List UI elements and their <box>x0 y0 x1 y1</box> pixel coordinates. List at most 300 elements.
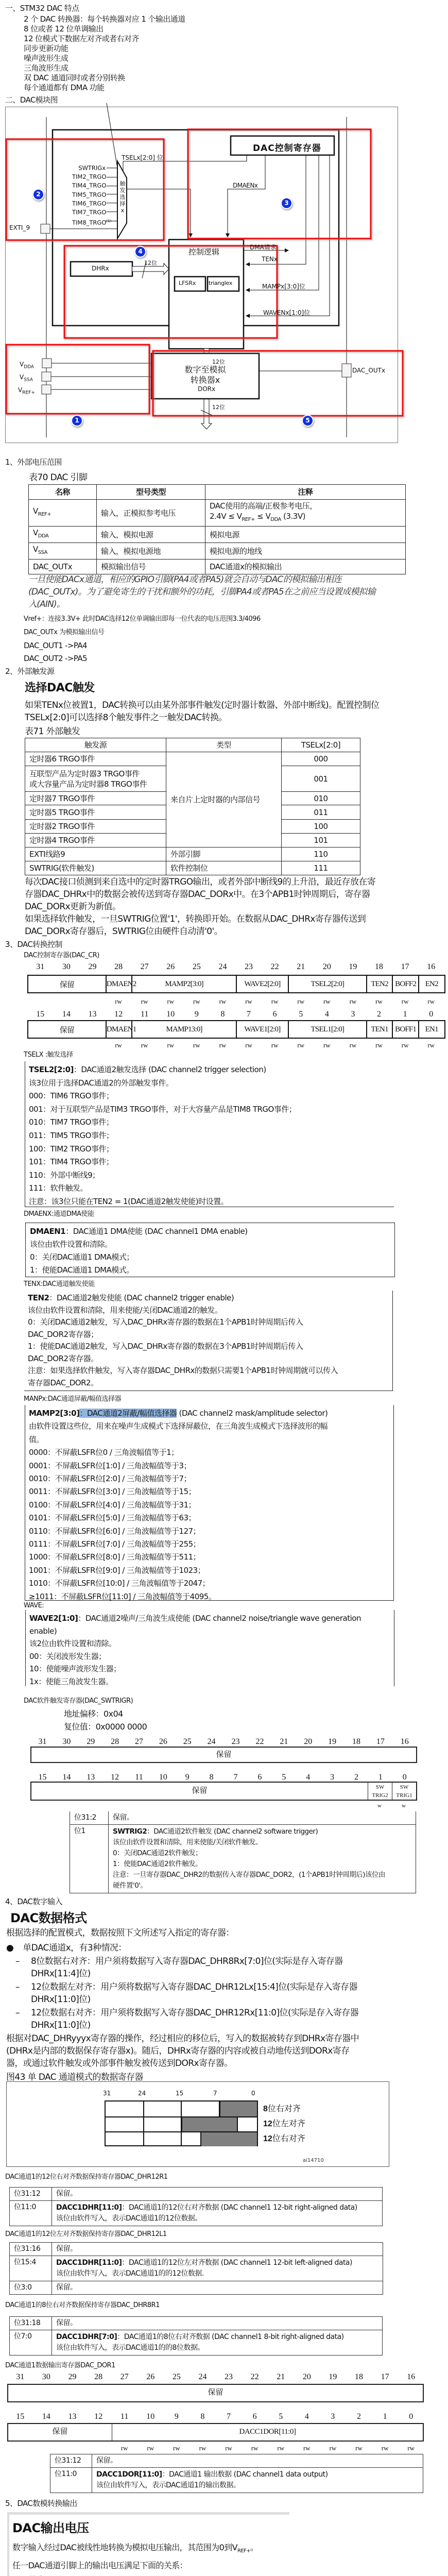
bit-number: 23 <box>231 1737 240 1746</box>
section-control-title: 3、DAC转换控制 <box>5 940 62 949</box>
bit-number: 20 <box>302 2372 311 2381</box>
register-field: MAMP2[3:0] <box>132 975 236 993</box>
access-label: rw <box>349 997 357 1005</box>
bit-number: 4 <box>324 1010 329 1019</box>
feature-item: 12 位模式下数据左对齐或者右对齐 <box>24 34 139 43</box>
access-label: rw <box>401 997 409 1005</box>
dash-icon: – <box>15 2008 20 2018</box>
bit-number: 3 <box>330 1773 335 1782</box>
table-row: 定时器7 TRGO事件 010 <box>25 792 360 805</box>
table-row: $V_{SSA}$ 输入，模拟电源地 模拟电源的地线 <box>29 543 406 560</box>
cr-register-low <box>27 1020 445 1039</box>
dor1-label: DAC通道1数据输出寄存器DAC_DOR1 <box>5 2362 115 2369</box>
bit-number: 5 <box>299 1010 303 1019</box>
table-row: DAC_OUTx 模拟输出信号 DAC通道x的模拟输出 <box>29 560 406 574</box>
note-line: DAC_OUT1 ->PA4 <box>24 641 87 650</box>
bit-number: 27 <box>135 1737 143 1746</box>
tsel-description-box: TSEL2[2:0]：DAC通道2触发选择 (DAC channel2 trigger selection) 该3位用于选择DAC通道2的外部触发事件。 000：TIM6 TRGO事件； 001：对于互联型产品是TIM3 TRGO事件，对于大容量产品是TIM8 TRGO事件； 010：TIM7 TRGO事件； 011：TIM5 TRGO事件； 100：TIM2 TRGO事件； 101：TIM4 TRGO事件； 110：外部中断线9； 111：软件触发。 注意：该3位只能在TEN2 = 1(DAC通道2触发使能)时设置。 <box>25 1061 394 1207</box>
table-row: 位31:2 保留。 <box>70 1811 416 1825</box>
bit-number: 15 <box>38 1773 47 1782</box>
mamp-description-box: MAMP2[3:0]：DAC通道2屏蔽/幅值选择器 (DAC channel2 mask/amplitude selector) 由软件设置这些位，用来在噪声生成模式下选择屏蔽位，在三角波生成模式下选择波形的幅 值。 0000：不屏蔽LSFR位0 / 三角波幅值等于1； 0001：不屏蔽LSFR位[1:0] / 三角波幅值等于3； 0010：不屏蔽LSFR位[2:0] / 三角波幅值等于7； 0011：不屏蔽LSFR位[3:0] / 三角波幅值等于15； 0100：不屏蔽LSFR位[4:0] / 三角波幅值等于31； 0101：不屏蔽LSFR位[5:0] / 三角波幅值等于63； 0110：不屏蔽LSFR位[6:0] / 三角波幅值等于127； 0111：不屏蔽LSFR位[7:0] / 三角波幅值等于255； 1000：不屏蔽LSFR位[8:0] / 三角波幅值等于511； 1001：不屏蔽LSFR位[9:0] / 三角波幅值等于1023； 1010：不屏蔽LSFR位[10:0] / 三角波幅值等于2047； ≥1011：不屏蔽LSFR位[11:0] / 三角波幅值等于4095。 <box>25 1405 394 1601</box>
table-row: 位15:4 DACC1DHR[11:0]：DAC通道1的12位左对齐数据 (DAC channel1 12-bit left-aligned data) 该位由软件写入，表示DAC通道1的的12位数据. <box>10 2256 383 2281</box>
fig-tick: 15 <box>176 2090 184 2097</box>
bit-number: 9 <box>185 1773 189 1782</box>
bit-number: 19 <box>329 2372 337 2381</box>
feature-item: 2 个 DAC 转换器：每个转换器对应 1 个输出通道 <box>24 14 185 24</box>
access-label: rw <box>193 1041 200 1049</box>
table-row: 位7:0 DACC1DHR[7:0]：DAC通道1的8位右对齐数据 (DAC channel1 8-bit right-aligned data) 该位由软件写入，表示DAC通道1的的8位数据。 <box>10 2330 383 2355</box>
dac-pins-table: 名称 型号类型 注释 $V_{REF+}$ 输入，正模拟参考电压 DAC使用的高端/正极参考电压， $2.4V \le V_{REF+} \le V_{DDA}$ (3.3V) $V_{DDA}$ 输入，模拟电源 模拟电源 $V_{SSA}$ 输入，模拟电源地 模拟电源的地线 DAC_OUTx 模拟输出信号 DAC通道x的模拟输出 <box>28 484 406 574</box>
figure43-caption: 图43 单 DAC 通道模式的数据寄存器 <box>6 2072 143 2082</box>
vdda-label: $V_{DDA}$ <box>20 361 35 370</box>
note-line: DAC_OUTx 为模拟输出信号 <box>24 629 105 636</box>
dorx-label: DORx <box>198 385 216 393</box>
swtrigr-bit-table <box>70 1811 416 1893</box>
dor-bits-high <box>7 2372 424 2382</box>
badge-2-icon: 2 <box>33 190 43 199</box>
register-field: DMAEN1 <box>106 1021 132 1038</box>
register-field: MAMP13:0] <box>132 1021 236 1038</box>
trigger-para: 如果TENx位被置1，DAC转换可以由某外部事件触发(定时器计数器、外部中断线)。配置控制位 TSELx[2:0]可以选择8个触发事件之一触发DAC转换。 <box>25 700 380 723</box>
data-format-para: 根据选择的配置模式，数据按照下文所述写入指定的寄存器： <box>6 1928 234 1938</box>
bit-number: 13 <box>88 1010 97 1019</box>
access-label <box>59 2444 85 2452</box>
bit-number: 25 <box>192 962 201 971</box>
access-label <box>85 2444 112 2452</box>
bit-number: 11 <box>135 1773 143 1782</box>
fig-tick: 7 <box>213 2090 217 2097</box>
dor-register-low <box>7 2423 424 2442</box>
swtrig2-field: SW TRIG2 <box>368 1783 392 1800</box>
bits12-label: 12位 <box>212 404 225 411</box>
section-voltage-title: 1、外部电压范围 <box>5 457 62 467</box>
access-label <box>79 997 106 1006</box>
table-row: 位11:0 DACC1DOR[11:0]：DAC通道1 输出数据 (DAC channel1 data output) 该位由软件写入，表示DAC通道1的输出数据。 <box>50 2468 423 2493</box>
access-label: rw <box>407 2444 415 2452</box>
bit-number: 13 <box>87 1773 95 1782</box>
fig-data-bits <box>200 2132 257 2146</box>
tsel-section-label: TSELX :触发选择 <box>24 1051 73 1059</box>
bit-number: 6 <box>272 1010 277 1019</box>
bit-number: 27 <box>140 962 149 971</box>
feature-item: 8 位或者 12 位单调输出 <box>24 24 104 33</box>
section-trigger-title: 2、外部触发源 <box>5 667 55 676</box>
cr-bit-numbers-low <box>27 1010 444 1019</box>
access-label: rw <box>297 1041 305 1049</box>
wave-description-box: WAVE2[1:0]：DAC通道2噪声/三角波生成使能 (DAC channel2 noise/triangle wave generation enable) 该2位由软件设置和清除。 00：关闭波形发生器； 10：使能噪声波形发生器； 1x：使能三角波发生器。 <box>25 1610 394 1686</box>
bit-number: 21 <box>297 962 305 971</box>
table-row: 定时器5 TRGO事件 011 <box>25 805 360 820</box>
bit-number: 17 <box>381 2372 389 2381</box>
note-line: DAC_OUT2 ->PA5 <box>24 654 87 663</box>
dash-item: – 8位数据右对齐：用户须将数据写入寄存器DAC_DHR8Rx[7:0]位(实际是存入寄存器 DHRx[11:4]位) <box>15 1956 343 1979</box>
access-label: rw <box>271 1041 279 1049</box>
trigger-input: TIM4_TRGO <box>72 182 107 190</box>
trigger-para3: 如果选择软件触发，一旦SWTRIG位置'1'，转换即开始。在数据从DAC_DHRx寄存器传送到 DAC_DORx寄存器后，SWTRIG位由硬件自动清'0'。 <box>25 914 366 937</box>
bullet-item: ● 单DAC通道x，有3种情况： <box>6 1943 127 1953</box>
bit-number: 14 <box>42 2412 50 2421</box>
access-label: rw <box>219 997 227 1005</box>
bit-number: 31 <box>38 1737 47 1746</box>
bit-number: 17 <box>376 1737 385 1746</box>
bit-number: 0 <box>429 1010 434 1019</box>
register-field: WAVE2[2:0] <box>236 975 288 993</box>
mamp-section-label: MANPx:DAC通道屏蔽/幅值选择器 <box>24 1395 122 1403</box>
bit-number: 13 <box>68 2412 77 2421</box>
dhr12l1-label: DAC通道1的12位左对齐数据保持寄存器DAC_DHR12L1 <box>5 2230 167 2238</box>
table-row: 定时器6 TRGO事件 来自片上定时器的内部信号 000 <box>25 752 360 766</box>
dac-block-diagram <box>0 103 448 446</box>
table70-caption: 表70 DAC 引脚 <box>29 472 88 483</box>
access-label: rw <box>219 1041 227 1049</box>
badge-3-icon: 3 <box>282 198 291 208</box>
access-label: rw <box>427 997 435 1005</box>
bit-number: 17 <box>401 962 409 971</box>
bit-number: 26 <box>146 2372 155 2381</box>
dhrx-label: DHRx <box>92 265 109 272</box>
bit-number: 5 <box>279 2412 283 2421</box>
dash-icon: – <box>15 1956 20 1967</box>
bit-number: 30 <box>42 2372 50 2381</box>
fig-row <box>106 2102 257 2116</box>
access-label: rw <box>323 997 331 1005</box>
tenx-label: TENx <box>262 256 278 263</box>
note-line: Vref+：连接3.3V+ 此时DAC选择12位单调输出即每一位代表的电压范围3.3/4096 <box>24 615 261 623</box>
output-voltage-box <box>7 2512 289 2576</box>
dhr12r1-label: DAC通道1的12位右对齐数据保持寄存器DAC_DHR12R1 <box>5 2173 168 2181</box>
figure-id: ai14710 <box>303 2158 324 2163</box>
bit-number: 11 <box>120 2412 129 2421</box>
access-label: rw <box>381 2444 389 2452</box>
table-row: 位31:12 保留。 <box>50 2454 423 2468</box>
bit-number: 7 <box>233 1773 238 1782</box>
ten-description-box: TEN2：DAC通道2触发使能 (DAC channel2 trigger enable) 该位由软件设置和清除，用来使能/关闭DAC通道2的触发。 0：关闭DAC通道2触发，写入DAC_DHRx寄存器的数据在1个APB1时钟周期后传入 DAC_DOR2寄存器； 1：使能DAC通道2触发，写入DAC_DHRx寄存器的数据在3个APB1时钟周期后传入 DAC_DOR2寄存器。 注意：如果选择软件触发，写入寄存器DAC_DHRx的数据只需要1个APB1时钟周期就可以传入 寄存器DAC_DOR2。 <box>24 1291 393 1391</box>
register-field: WAVE1[2:0] <box>236 1021 288 1038</box>
swtrigr-reset: 复位值：0x0000 0000 <box>64 1722 147 1732</box>
table-row: 定时器4 TRGO事件 101 <box>25 834 360 848</box>
section-output-title: 5、DAC数模转换输出 <box>5 2499 77 2508</box>
bit-number: 7 <box>227 2412 231 2421</box>
bit-number: 22 <box>255 1737 264 1746</box>
swtrigr-reserved-low: 保留 <box>192 1787 208 1795</box>
swtrigr-reserved-high: 保留 <box>30 1747 417 1763</box>
dma-section-label: DMAENX:通道DMA使能 <box>24 1210 94 1218</box>
trigger-para2: 每次DAC接口侦测到来自选中的定时器TRGO输出，或者外部中断线9的上升沿，最近存放在寄 存器DAC_DHRx中的数据会被传送到寄存器DAC_DORx中。在3个APB1时钟周期后，寄存器 DAC_DORx更新为新值。 <box>25 877 376 912</box>
access-label: rw <box>141 1041 148 1049</box>
fig-tick: 24 <box>138 2090 146 2097</box>
table-row: 位31:16 保留。 <box>10 2243 383 2256</box>
access-label: rw <box>147 2444 154 2452</box>
bit-number: 20 <box>322 962 331 971</box>
bit-number: 29 <box>87 1737 95 1746</box>
trigger-heading: 选择DAC触发 <box>25 682 95 694</box>
bit-number: 26 <box>159 1737 167 1746</box>
fig-tick: 0 <box>251 2090 255 2097</box>
dhr12l1-table <box>9 2242 383 2295</box>
dac-out-label: DAC_OUTx <box>352 367 386 374</box>
vref-pin <box>42 385 51 394</box>
bit-number: 11 <box>140 1010 149 1019</box>
swtrig1-field: SW TRIG1 <box>392 1783 416 1800</box>
feature-item: 同步更新功能 <box>24 44 68 53</box>
swtrigr-register-low <box>30 1782 417 1801</box>
cr-access-low <box>27 1041 444 1049</box>
bit-number: 21 <box>277 2372 285 2381</box>
bullet-icon: ● <box>6 1943 14 1953</box>
bit-number: 24 <box>198 2372 207 2381</box>
swtrigr-bits-low <box>30 1773 417 1782</box>
bit-number: 1 <box>403 1010 407 1019</box>
vref-label: $V_{REF+}$ <box>18 386 35 396</box>
data-format-heading: DAC数据格式 <box>10 1911 87 1925</box>
bit-number: 6 <box>257 1773 262 1782</box>
pin-note-italic: 一旦使能DACx通道，相应的GPIO引脚(PA4或者PA5)就会自动与DAC的模拟输出相连 (DAC_OUTx)。为了避免寄生的干扰和额外的功耗，引脚PA4或者PA5在之前应当设置成模拟输 入(AIN)。 <box>28 574 375 609</box>
bit-number: 2 <box>377 1010 382 1019</box>
table-row: SWTRIG(软件触发) 软件控制位 111 <box>25 861 360 875</box>
bit-number: 28 <box>114 962 123 971</box>
bit-number: 18 <box>375 962 384 971</box>
feature-item: 双 DAC 通道同时或者分别转换 <box>24 73 125 82</box>
access-label: rw <box>323 1041 331 1049</box>
bit-number: 18 <box>355 2372 364 2381</box>
swtrigr-label: DAC软件触发寄存器(DAC_SWTRIGR) <box>24 1697 133 1705</box>
bit-number: 26 <box>166 962 175 971</box>
access-label: rw <box>355 2444 363 2452</box>
register-field: TSEL2[2:0] <box>288 975 367 993</box>
bit-number: 28 <box>94 2372 103 2381</box>
bit-number: 31 <box>36 962 45 971</box>
register-field: EN2 <box>419 975 445 993</box>
fig-row-label: 12位右对齐 <box>263 2134 305 2143</box>
dhr8r1-label: DAC通道1的8位右对齐数据保持寄存器DAC_DHR8R1 <box>5 2301 160 2309</box>
fig-data-bits <box>181 2117 238 2131</box>
output-voltage-text: 数字输入经过DAC被线性地转换为模拟电压输出，其范围为0到$V_{REF+}$。 任一DAC通道引脚上的输出电压满足下面的关系： <box>12 2543 259 2571</box>
bit-number: 12 <box>94 2412 103 2421</box>
mux-label: 触发选择x <box>119 180 126 214</box>
bit-number: 5 <box>282 1773 286 1782</box>
bit-number: 29 <box>88 962 97 971</box>
bit-number: 0 <box>409 2412 413 2421</box>
table-row: 位3:0 保留。 <box>10 2281 383 2295</box>
bit-number: 30 <box>62 962 71 971</box>
trigger-input: SWTRIGx <box>78 164 106 172</box>
feature-item: 三角波形生成 <box>24 63 68 73</box>
feature-item: 噪声波形生成 <box>24 54 68 63</box>
bit-number: 12 <box>111 1773 119 1782</box>
block-diagram-title: 二、DAC模块图 <box>5 95 58 105</box>
section-input-title: 4、DAC数字输入 <box>5 1897 62 1906</box>
bit-number: 6 <box>252 2412 257 2421</box>
access-label <box>79 1041 106 1049</box>
bit-number: 2 <box>357 2412 361 2421</box>
access-label: rw <box>167 997 175 1005</box>
bit-number: 8 <box>209 1773 214 1782</box>
table-row: $V_{DDA}$ 输入，模拟电源 模拟电源 <box>29 527 406 543</box>
bit-number: 31 <box>16 2372 25 2381</box>
access-label <box>54 997 80 1006</box>
access-label: rw <box>199 2444 206 2452</box>
bit-number: 1 <box>383 2412 387 2421</box>
dor-bits-low <box>7 2412 424 2421</box>
bit-number: 0 <box>402 1773 407 1782</box>
register-field: EN1 <box>419 1021 445 1038</box>
table-row: 互联型产品为定时器3 TRGO事件 或大容量产品为定时器8 TRGO事件 001 <box>25 766 360 792</box>
bit-number: 10 <box>159 1773 167 1782</box>
feature-item: 每个通道都有 DMA 功能 <box>24 83 105 92</box>
access-label: rw <box>277 2444 285 2452</box>
bit-number: 22 <box>270 962 279 971</box>
vdda-pin <box>42 359 51 368</box>
bit-number: 14 <box>62 1773 71 1782</box>
bit-number: 21 <box>280 1737 288 1746</box>
table71-caption: 表71 外部触发 <box>25 726 80 737</box>
bits12-label: 12位 <box>212 359 225 365</box>
access-label: rw <box>245 997 252 1005</box>
bit-number: 2 <box>354 1773 359 1782</box>
bit-number: 25 <box>183 1737 192 1746</box>
dma-request-label: DMA请求 <box>250 244 277 251</box>
swtrigr-offset: 地址偏移：0x04 <box>64 1709 123 1719</box>
bit-number: 16 <box>427 962 436 971</box>
cr-access-high <box>27 997 444 1006</box>
table-row: 位1 SWTRIG2：DAC通道2软件触发 (DAC channel2 software trigger) 该位由软件设置和清除，用来使能/关闭软件触发。 0：关闭DAC通道2软件触发； 1：使能DAC通道2软件触发。 注意：一旦寄存器DAC_DHR2的数据传入寄存器DAC_DOR2，(1个APB1时钟周期后)该位由 硬件置'0'。 <box>70 1825 416 1893</box>
dor-data-field: DACC1DOR[11:0] <box>239 2428 296 2436</box>
bits12-label: 12位 <box>144 260 157 266</box>
table-row: 位11:0 DACC1DHR[11:0]：DAC通道1的12位右对齐数据 (DAC channel1 12-bit right-aligned data) 该位由软件写入，表示DAC通道1的12位数据。 <box>10 2201 383 2226</box>
fig-row <box>106 2116 257 2131</box>
bit-number: 3 <box>331 2412 335 2421</box>
register-field: BOFF2 <box>392 975 419 993</box>
table-row: 位31:18 保留。 <box>10 2317 383 2330</box>
table-row: $V_{REF+}$ 输入，正模拟参考电压 DAC使用的高端/正极参考电压， $2.4V \le V_{REF+} \le V_{DDA}$ (3.3V) <box>29 500 406 527</box>
access-label: rw <box>120 2444 128 2452</box>
bit-number: 24 <box>207 1737 216 1746</box>
access-label: rw <box>271 997 279 1005</box>
dor-reserved-low: 保留 <box>8 2424 112 2441</box>
trigger-input: TIM6_TRGO <box>72 199 107 207</box>
trigger-input: TIM5_TRGO <box>72 191 107 198</box>
bit-number: 4 <box>304 2412 309 2421</box>
access-label: rw <box>245 1041 252 1049</box>
dash-item: – 12位数据右对齐：用户须将数据写入寄存器DAC_DHR12Rx[11:0]位(实际是存入寄存器 DHRx[11:0]位) <box>15 2008 359 2030</box>
bit-number: 24 <box>218 962 227 971</box>
bit-number: 30 <box>62 1737 71 1746</box>
bit-number: 28 <box>111 1737 119 1746</box>
cr-bit-numbers-high <box>27 962 444 972</box>
swtrig2-access: w <box>377 1803 382 1809</box>
bit-number: 4 <box>306 1773 311 1782</box>
bit-number: 1 <box>378 1773 383 1782</box>
bit-number: 18 <box>352 1737 361 1746</box>
bit-number: 15 <box>36 1010 45 1019</box>
ten-section-label: TENX:DAC通道触发使能 <box>24 1280 95 1288</box>
access-label: rw <box>251 2444 259 2452</box>
dor-access <box>7 2444 424 2452</box>
lfsrx-label: LFSRx <box>179 280 196 286</box>
access-label: rw <box>375 1041 383 1049</box>
dhr12r1-table <box>9 2187 383 2226</box>
swtrig1-access: w <box>402 1803 406 1809</box>
badge-4-icon: 4 <box>135 247 145 257</box>
bit-number: 25 <box>172 2372 181 2381</box>
ctrl-register-label: DAC控制寄存器 <box>253 143 321 154</box>
wavenx-label: WAVENx[1:0]位 <box>263 309 311 316</box>
dmaen-description-box: DMAEN1：DAC通道1 DMA使能 (DAC channel1 DMA enable) 该位由软件设置和清除。 0：关闭DAC通道1 DMA模式； 1：使能DAC通道1 DMA模式。 <box>25 1223 395 1277</box>
access-label <box>54 1041 80 1049</box>
access-label <box>27 1041 54 1049</box>
dmaen-label: DMAENx <box>233 182 258 189</box>
fig-row-label: 12位左对齐 <box>263 2120 305 2128</box>
trianglex-label: trianglex <box>209 280 233 286</box>
trigger-input: TIM8_TRGO$^{(1)}$ <box>72 219 112 227</box>
figure43 <box>6 2081 389 2167</box>
fig-row <box>106 2131 257 2146</box>
register-field: DMAEN2 <box>106 975 132 993</box>
bit-number: 16 <box>400 1737 409 1746</box>
bit-number: 22 <box>250 2372 259 2381</box>
bit-number: 10 <box>166 1010 175 1019</box>
bit-number: 23 <box>245 962 253 971</box>
fig-data-bits <box>219 2102 257 2116</box>
badge-5-icon: 5 <box>303 416 313 426</box>
register-field: TEN1 <box>367 1021 393 1038</box>
trigger-input: TIM2_TRGO <box>72 173 107 181</box>
exti9-label: EXTI_9 <box>9 224 30 231</box>
bit-number: 15 <box>16 2412 25 2421</box>
mampx-label: MAMPx[3:0]位 <box>262 283 305 290</box>
access-label: rw <box>427 1041 435 1049</box>
data-format-para2: 根据对DAC_DHRyyyx寄存器的操作，经过相应的移位后，写入的数据被转存到DHRx寄存器中 (DHRx是内部的数据保存寄存器x)。随后，DHRx寄存器的内容或被自动地传送到DORx寄存 器，或通过软件触发或外部事件触发被传送到DORx寄存器。 <box>6 2033 359 2069</box>
register-field: 保留 <box>28 1021 106 1038</box>
dash-icon: – <box>15 1982 20 1992</box>
dac-out-pin <box>342 364 351 377</box>
swtrigr-bits-high <box>30 1737 417 1747</box>
bit-number: 7 <box>247 1010 251 1019</box>
access-label: rw <box>225 2444 232 2452</box>
register-field: TSEL1[2:0] <box>288 1021 367 1038</box>
dor-reserved-high: 保留 <box>7 2384 424 2402</box>
table-row: 位31:12 保留。 <box>10 2188 383 2201</box>
bit-number: 9 <box>174 2412 179 2421</box>
external-trigger-table: 触发源 类型 TSELx[2:0] 定时器6 TRGO事件 来自片上定时器的内部信号 000 互联型产品为定时器3 TRGO事件 或大容量产品为定时器8 TRGO事件 001 定时器7 TRGO事件 010 定时器5 TRGO事件 011 定时器2 TRGO事件 100 定时器4 TRGO事件 101 EXTI线路9 外部引脚 110 SWTRIG(软件触发) 软件控制位 111 <box>25 738 360 875</box>
cr-label: DAC控制寄存器(DAC_CR) <box>24 952 99 959</box>
fig-row-label: 8位右对齐 <box>263 2105 301 2113</box>
access-label: rw <box>115 997 122 1005</box>
features-title: 一、STM32 DAC 特点 <box>5 4 79 13</box>
access-label: rw <box>303 2444 311 2452</box>
bit-number: 27 <box>120 2372 129 2381</box>
bit-number: 29 <box>68 2372 77 2381</box>
wave-section-label: WAVE: <box>24 1602 44 1609</box>
register-field: TEN2 <box>367 975 393 993</box>
access-label: rw <box>115 1041 122 1049</box>
output-voltage-heading: DAC输出电压 <box>12 2521 89 2535</box>
bit-number: 3 <box>351 1010 355 1019</box>
access-label: rw <box>329 2444 337 2452</box>
access-label: rw <box>193 997 200 1005</box>
access-label: rw <box>375 997 383 1005</box>
bit-number: 19 <box>349 962 357 971</box>
register-field: BOFF1 <box>392 1021 419 1038</box>
bit-number: 20 <box>304 1737 313 1746</box>
access-label: rw <box>349 1041 357 1049</box>
fig-tick: 31 <box>103 2090 111 2097</box>
control-logic-label: 控制逻辑 <box>188 247 220 257</box>
tsel-label: TSELx[2:0] 位 <box>122 154 163 161</box>
bit-number: 14 <box>62 1010 71 1019</box>
access-label: rw <box>141 997 148 1005</box>
trigger-inputs <box>72 164 112 227</box>
